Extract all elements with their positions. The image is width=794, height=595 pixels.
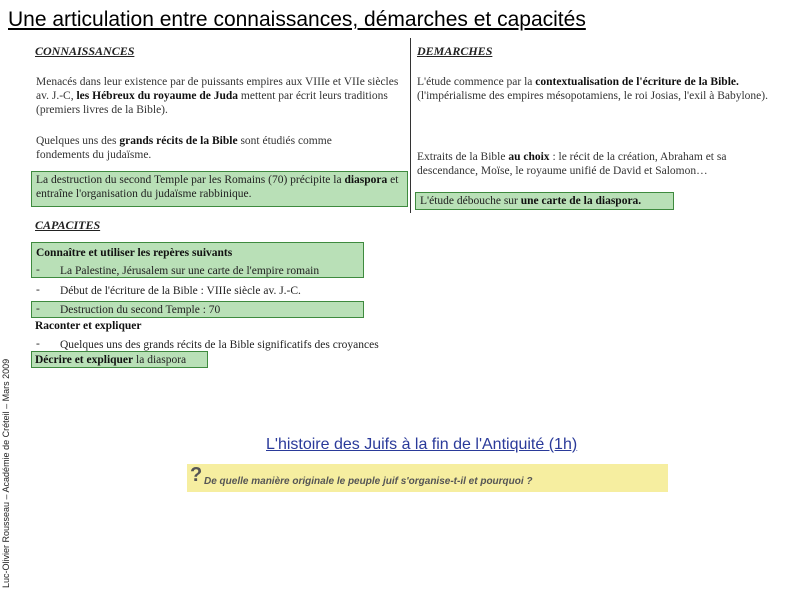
text-bold-segment: grands récits de la Bible bbox=[119, 135, 238, 147]
column-divider bbox=[410, 38, 411, 213]
text-bold-segment: Connaître et utiliser les repères suivants bbox=[36, 247, 233, 259]
text-segment: (l'impérialisme des empires mésopotamiens, le roi Josias, l'exil à Babylone). bbox=[417, 90, 768, 102]
text-bold-segment: Décrire et expliquer bbox=[35, 354, 134, 366]
text-segment: L'étude commence par la bbox=[417, 76, 536, 88]
text-bold-segment: une carte de la diaspora. bbox=[520, 195, 642, 207]
question-mark-icon: ? bbox=[190, 464, 203, 486]
text-segment: Quelques uns des bbox=[36, 135, 120, 147]
text-segment: et entraîne l'organisation du judaïsme rabbinique. bbox=[36, 174, 399, 200]
capacites-section-decrire bbox=[35, 353, 186, 367]
side-credit: Luc-Olivier Rousseau – Académie de Créteil – Mars 2009 bbox=[1, 358, 11, 588]
text-segment: L'étude débouche sur bbox=[420, 195, 521, 207]
lesson-title: L'histoire des Juifs à la fin de l'Antiquité (1h) bbox=[266, 436, 578, 453]
question-text: De quelle manière originale le peuple juif s'organise-t-il et pourquoi ? bbox=[204, 476, 533, 487]
text-segment: Extraits de la Bible bbox=[417, 151, 509, 163]
text-bold-segment: les Hébreux du royaume de Juda bbox=[76, 90, 239, 102]
connaissances-paragraph-2 bbox=[36, 134, 386, 162]
demarches-header: DEMARCHES bbox=[417, 44, 493, 58]
list-dash: - bbox=[36, 284, 40, 296]
text-bold-segment: au choix bbox=[508, 151, 550, 163]
capacites-header: CAPACITES bbox=[35, 218, 101, 232]
text-segment: La destruction du second Temple par les Romains (70) précipite la bbox=[36, 174, 345, 186]
connaissances-highlight-box bbox=[31, 171, 408, 207]
text-bold-segment: Raconter et expliquer bbox=[35, 320, 142, 332]
demarches-paragraph-1 bbox=[417, 75, 772, 103]
capacites-item-2: Début de l'écriture de la Bible : VIIIe siècle av. J.-C. bbox=[60, 285, 301, 297]
text-segment: : le récit de la création, Abraham et sa descendance, Moïse, le royaume unifié de David et Salomon… bbox=[417, 151, 727, 177]
text-bold-segment: diaspora bbox=[344, 174, 388, 186]
list-dash: - bbox=[36, 338, 40, 350]
list-dash: - bbox=[36, 303, 40, 315]
capacites-item-3: Destruction du second Temple : 70 bbox=[60, 304, 221, 316]
demarches-paragraph-2 bbox=[417, 150, 772, 178]
capacites-item-1: La Palestine, Jérusalem sur une carte de l'empire romain bbox=[60, 265, 320, 277]
text-segment: Menacés dans leur existence par de puissants empires aux VIIIe et VIIe siècles av. J.-C, bbox=[36, 76, 399, 102]
capacites-item-4: Quelques uns des grands récits de la Bible significatifs des croyances bbox=[60, 339, 379, 351]
question-banner bbox=[187, 464, 668, 492]
text-segment: sont étudiés comme fondements du judaïsme. bbox=[36, 135, 332, 161]
text-segment: mettent par écrit leurs traditions (premiers livres de la Bible). bbox=[36, 90, 388, 116]
list-dash: - bbox=[36, 264, 40, 276]
connaissances-header: CONNAISSANCES bbox=[35, 44, 135, 58]
capacites-section-raconter bbox=[35, 319, 141, 333]
demarches-highlight-box bbox=[415, 192, 674, 210]
text-bold-segment: contextualisation de l'écriture de la Bible. bbox=[535, 76, 739, 88]
capacites-section-reperes bbox=[36, 246, 232, 260]
connaissances-paragraph-1 bbox=[36, 75, 408, 117]
page-title: Une articulation entre connaissances, démarches et capacités bbox=[8, 8, 586, 31]
text-segment: la diaspora bbox=[133, 354, 187, 366]
